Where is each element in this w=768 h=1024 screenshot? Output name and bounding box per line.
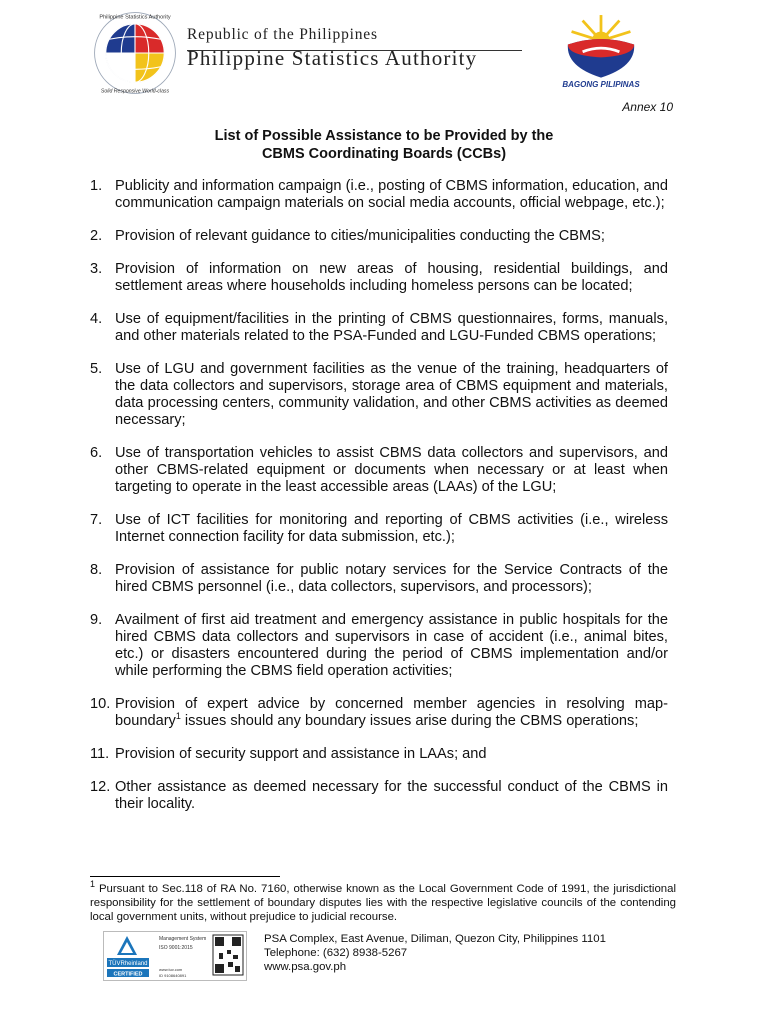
item-number: 9.	[90, 612, 103, 628]
list-item	[90, 512, 668, 546]
tuv-status: CERTIFIED	[113, 971, 143, 978]
psa-seal-logo	[92, 10, 178, 96]
item-number: 1.	[90, 178, 103, 194]
footnote-divider	[90, 876, 280, 877]
list-item	[90, 228, 668, 245]
header-text	[187, 26, 477, 71]
footnote	[90, 879, 676, 924]
item-text: Provision of information on new areas of housing, residential buildings, and settlement areas where households including homeless persons can be located;	[115, 261, 668, 294]
agency-name: Philippine Statistics Authority	[187, 46, 478, 70]
list-item	[90, 612, 668, 680]
contact-info	[264, 932, 606, 974]
item-number: 11.	[90, 746, 110, 762]
title-line-1: List of Possible Assistance to be Provided by the	[214, 128, 554, 144]
tuv-body: TÜVRheinland	[108, 961, 148, 967]
cert-site: www.tuv.com	[159, 967, 183, 972]
list-item	[90, 696, 668, 730]
list-item	[90, 361, 668, 429]
header-divider	[187, 50, 522, 51]
item-text: Publicity and information campaign (i.e., posting of CBMS information, education, and communication campaign materials on social media accounts, official webpage, etc.);	[115, 178, 668, 211]
tuv-certification-badge	[103, 931, 247, 981]
list-item	[90, 178, 668, 212]
item-number: 2.	[90, 228, 103, 244]
svg-text:Solid Responsive World-class: Solid Responsive World-class	[100, 88, 170, 95]
item-text: Use of ICT facilities for monitoring and reporting of CBMS activities (i.e., wireless Internet connection facility for data submission, etc.);	[115, 512, 668, 545]
address-text: PSA Complex, East Avenue, Diliman, Quezon City, Philippines 1101	[264, 933, 606, 945]
list-item	[90, 746, 668, 763]
item-number: 8.	[90, 562, 103, 578]
cert-standard: ISO 9001:2015	[159, 945, 193, 951]
item-text-cont: issues should any boundary issues arise during the CBMS operations;	[180, 713, 639, 729]
footnote-marker: 1	[90, 879, 96, 890]
item-number: 12.	[90, 779, 111, 795]
list-item	[90, 562, 668, 596]
item-text: Use of transportation vehicles to assist CBMS data collectors and supervisors, and other CBMS-related equipment or documents when necessary or at least when targeting to operate in the least accessible areas (LAAs) of the LGU;	[115, 445, 668, 495]
item-number: 6.	[90, 445, 103, 461]
item-text: Provision of relevant guidance to cities/municipalities conducting the CBMS;	[115, 228, 605, 244]
phone-text: Telephone: (632) 8938-5267	[264, 947, 408, 959]
footnote-text: Pursuant to Sec.118 of RA No. 7160, otherwise known as the Local Government Code of 1991, the jurisdictional responsibility for the settlement of boundary disputes lies with the respective legislative councils of the contending local government units, without prejudice to judicial recourse.	[90, 883, 676, 923]
item-text: Availment of first aid treatment and emergency assistance in public hospitals for the hired CBMS data collectors and supervisors in case of accident (i.e., animal bites, etc.) or disasters encountered during the period of CBMS implementation and/or while performing the CBMS field operation activities;	[115, 612, 668, 679]
bagong-pilipinas-label: BAGONG PILIPINAS	[562, 80, 640, 89]
item-text: Provision of security support and assistance in LAAs; and	[115, 746, 487, 762]
page-header	[0, 8, 768, 93]
item-number: 10.	[90, 696, 111, 712]
document-title	[0, 127, 768, 163]
svg-text:Philippine Statistics Authorit: Philippine Statistics Authority	[99, 14, 171, 21]
item-number: 4.	[90, 311, 103, 327]
qr-code-icon	[213, 935, 243, 975]
item-text: Provision of assistance for public notary services for the Service Contracts of the hired CBMS personnel (i.e., data collectors, supervisors, and processors);	[115, 562, 668, 595]
list-item	[90, 311, 668, 345]
item-number: 3.	[90, 261, 103, 277]
cert-id: ID 9108640891	[159, 973, 187, 978]
item-number: 5.	[90, 361, 103, 377]
assistance-list	[90, 178, 668, 829]
item-number: 7.	[90, 512, 103, 528]
list-item	[90, 445, 668, 496]
footnote-ref[interactable]: 1	[175, 711, 181, 722]
item-text: Use of LGU and government facilities as the venue of the training, headquarters of the data collectors and supervisors, storage area of CBMS equipment and materials, data processing centers, community validation, and other CBMS activities as deemed necessary;	[115, 361, 668, 428]
item-text: Use of equipment/facilities in the printing of CBMS questionnaires, forms, manuals, and other materials related to the PSA-Funded and LGU-Funded CBMS operations;	[115, 311, 668, 344]
annex-label: Annex 10	[622, 100, 673, 114]
item-text: Provision of expert advice by concerned member agencies in resolving map-boundary	[115, 696, 668, 729]
list-item	[90, 261, 668, 295]
cert-system: Management System	[159, 936, 207, 942]
list-item	[90, 779, 668, 813]
item-text: Other assistance as deemed necessary for the successful conduct of the CBMS in their locality.	[115, 779, 668, 812]
republic-heading: Republic of the Philippines	[187, 26, 378, 43]
title-line-2: CBMS Coordinating Boards (CCBs)	[261, 146, 507, 162]
website-link[interactable]: www.psa.gov.ph	[264, 961, 347, 973]
